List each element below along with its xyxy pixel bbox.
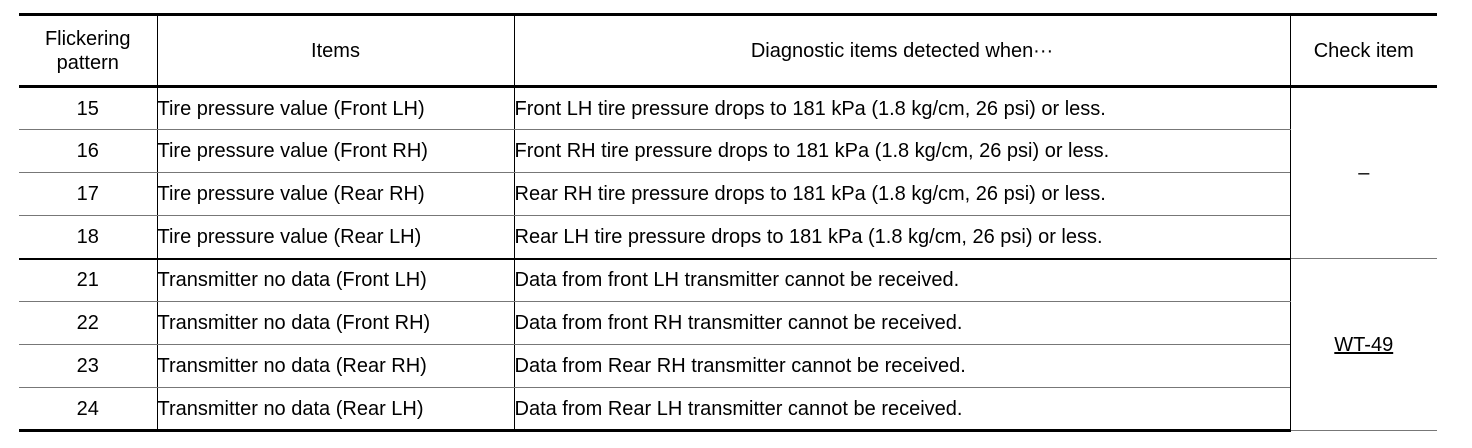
item-cell: Transmitter no data (Rear RH)	[157, 345, 514, 388]
item-cell: Transmitter no data (Front RH)	[157, 302, 514, 345]
item-cell: Transmitter no data (Rear LH)	[157, 388, 514, 431]
table-row	[19, 87, 1437, 130]
table-row	[19, 345, 1437, 388]
flickering-pattern-cell: 22	[19, 302, 157, 345]
flickering-pattern-cell: 24	[19, 388, 157, 431]
condition-cell: Front RH tire pressure drops to 181 kPa (1.8 kg/cm, 26 psi) or less.	[514, 130, 1290, 173]
table-row	[19, 130, 1437, 173]
diagnostic-table-container	[19, 13, 1437, 432]
item-cell: Tire pressure value (Rear RH)	[157, 173, 514, 216]
flickering-pattern-cell: 18	[19, 216, 157, 259]
condition-cell: Data from front LH transmitter cannot be received.	[514, 259, 1290, 302]
table-row	[19, 173, 1437, 216]
table-row	[19, 388, 1437, 431]
condition-cell: Rear RH tire pressure drops to 181 kPa (1.8 kg/cm, 26 psi) or less.	[514, 173, 1290, 216]
item-cell: Transmitter no data (Front LH)	[157, 259, 514, 302]
condition-cell: Data from front RH transmitter cannot be received.	[514, 302, 1290, 345]
table-row	[19, 302, 1437, 345]
flickering-pattern-cell: 16	[19, 130, 157, 173]
condition-cell: Front LH tire pressure drops to 181 kPa (1.8 kg/cm, 26 psi) or less.	[514, 87, 1290, 130]
item-cell: Tire pressure value (Rear LH)	[157, 216, 514, 259]
header-diagnostic-condition: Diagnostic items detected when···	[514, 15, 1290, 87]
check-item-cell	[1290, 259, 1437, 431]
condition-cell: Data from Rear RH transmitter cannot be received.	[514, 345, 1290, 388]
header-check-item: Check item	[1290, 15, 1437, 87]
wt-49-link[interactable]: WT-49	[1334, 333, 1394, 356]
header-pattern-line2: pattern	[56, 51, 119, 74]
header-flickering-pattern	[19, 15, 157, 87]
table-header-row	[19, 15, 1437, 87]
check-item-dash: –	[1358, 162, 1370, 184]
diagnostic-table	[19, 13, 1437, 432]
item-cell: Tire pressure value (Front RH)	[157, 130, 514, 173]
item-cell: Tire pressure value (Front LH)	[157, 87, 514, 130]
check-item-cell	[1290, 87, 1437, 259]
header-items: Items	[157, 15, 514, 87]
header-pattern-line1: Flickering	[44, 27, 131, 50]
flickering-pattern-cell: 15	[19, 87, 157, 130]
flickering-pattern-cell: 23	[19, 345, 157, 388]
condition-cell: Rear LH tire pressure drops to 181 kPa (1.8 kg/cm, 26 psi) or less.	[514, 216, 1290, 259]
table-row	[19, 216, 1437, 259]
flickering-pattern-cell: 21	[19, 259, 157, 302]
table-row	[19, 259, 1437, 302]
condition-cell: Data from Rear LH transmitter cannot be received.	[514, 388, 1290, 431]
flickering-pattern-cell: 17	[19, 173, 157, 216]
